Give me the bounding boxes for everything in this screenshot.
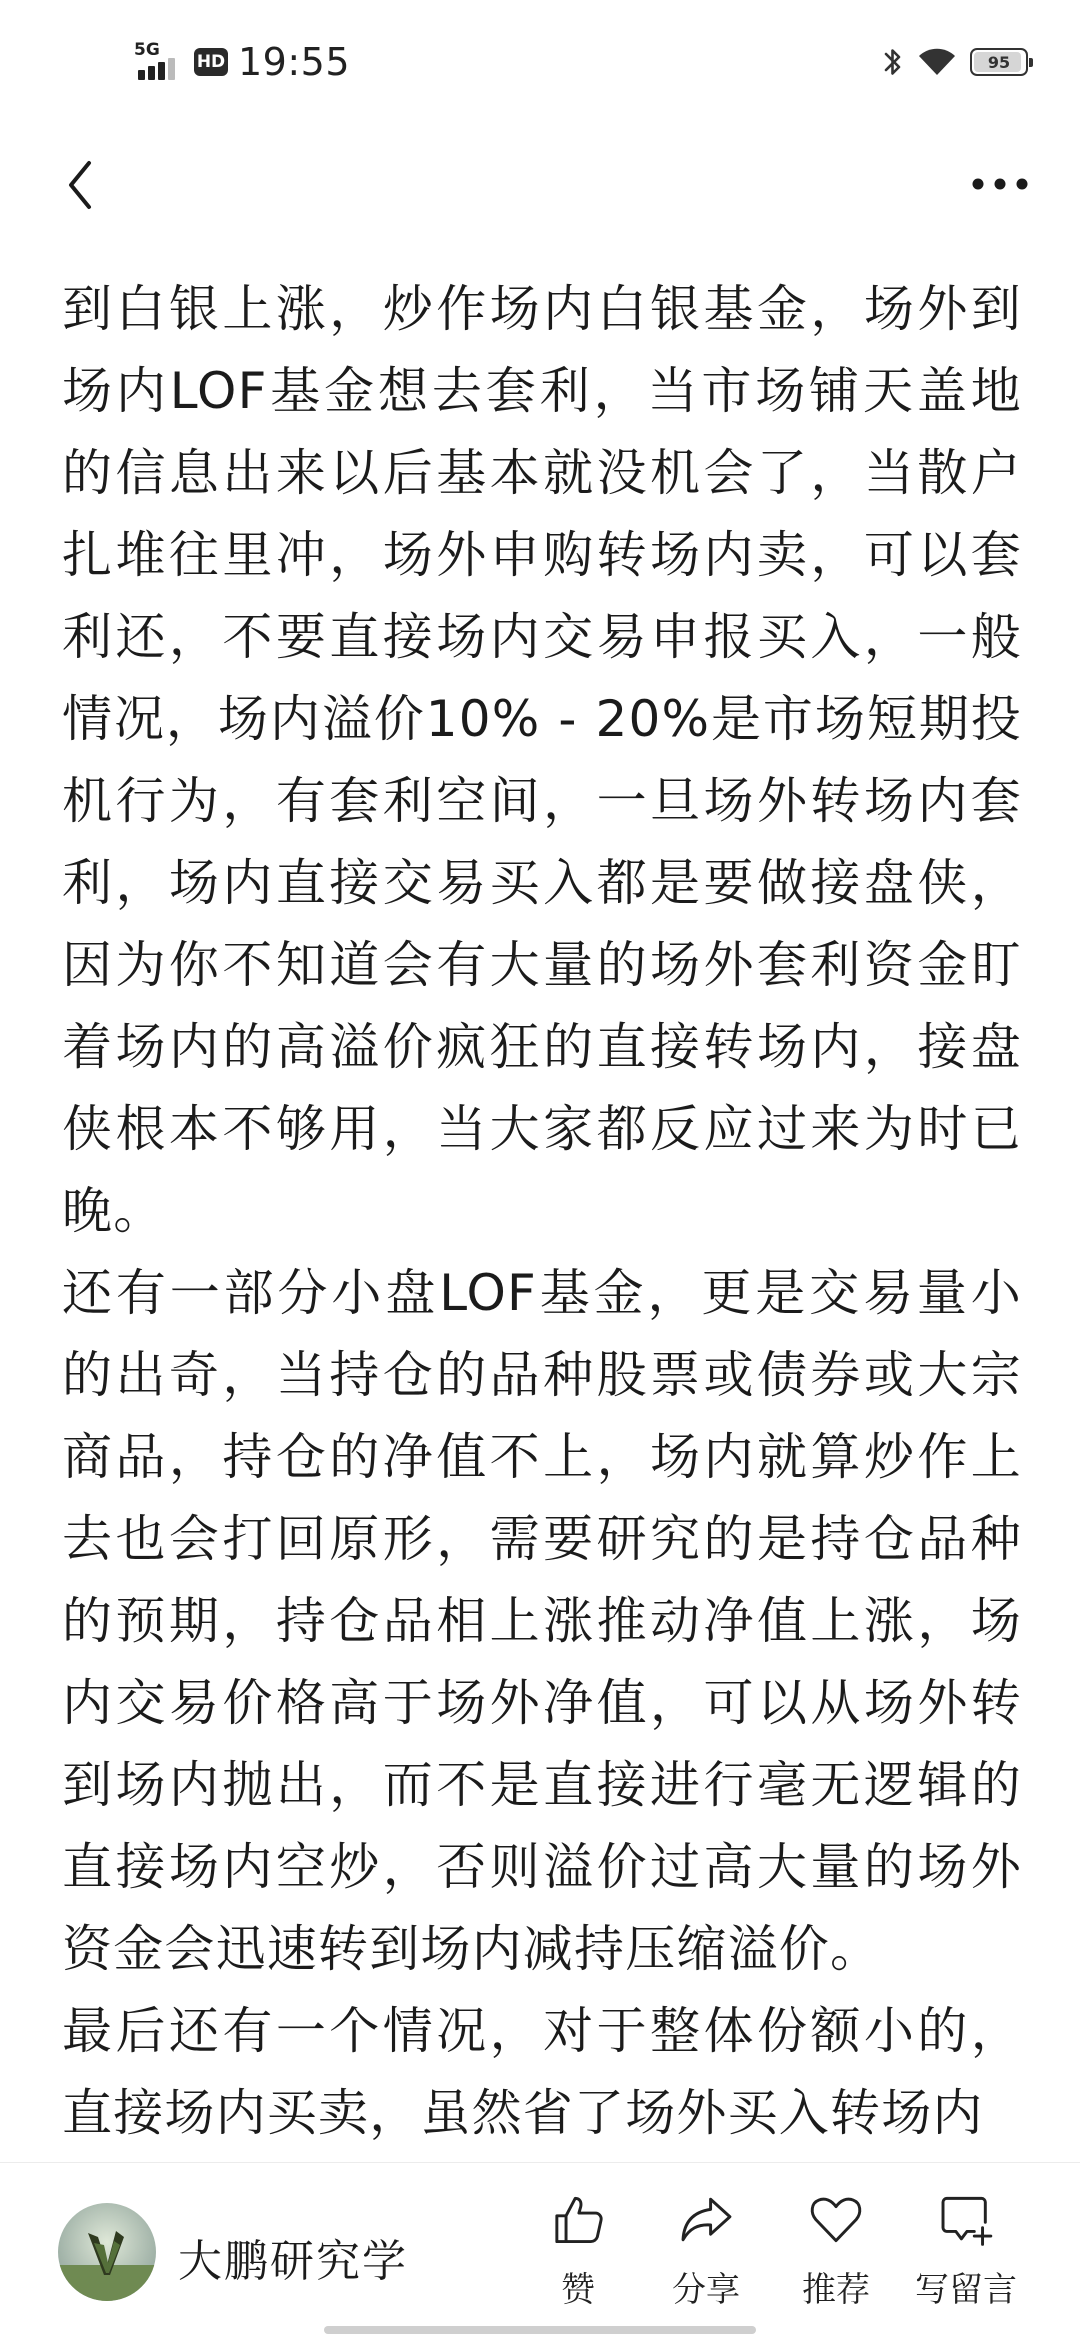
article-paragraph: 还有一部分小盘LOF基金，更是交易量小的出奇，当持仓的品种股票或债券或大宗商品，持仓的净值不上，场内就算炒作上去也会打回原形，需要研究的是持仓品种的预期，持仓品相上涨推动净值上涨，场内交易价格高于场外净值，可以从场外转到场内抛出，而不是直接进行毫无逻辑的直接场内空炒，否则溢价过高大量的场外资金会迅速转到场内减持压缩溢价。 [62,1264,1022,1978]
recommend-label: 推荐 [802,2270,870,2310]
author-name[interactable]: 大鹏研究学 [178,2236,408,2287]
wifi-icon [918,47,956,77]
chevron-left-icon [65,159,95,211]
comment-button[interactable] [906,2191,1026,2311]
more-button[interactable] [960,156,1040,212]
share-icon [675,2191,737,2248]
network-type: 5G [134,40,160,60]
thumbs-up-icon [547,2191,609,2248]
back-button[interactable] [50,150,110,220]
author-avatar[interactable] [58,2203,156,2301]
more-horizontal-icon [970,176,1030,192]
share-label: 分享 [672,2270,740,2310]
article-paragraph: 最后还有一个情况，对于整体份额小的，直接场内买卖，虽然省了场外买入转场内 [62,2002,1022,2142]
article-paragraph: 到白银上涨，炒作场内白银基金，场外到场内LOF基金想去套利，当市场铺天盖地的信息出来以后基本就没机会了，当散户扎堆往里冲，场外申购转场内卖，可以套利还，不要直接场内交易申报买入，一般情况，场内溢价10% - 20%是市场短期投机行为，有套利空间，一旦场外转场内套利，场内直接交易买入都是要做接盘侠，因为你不知道会有大量的场外套利资金盯着场内的高溢价疯狂的直接转场内，接盘侠根本不够用，当大家都反应过来为时已晚。 [62,280,1022,1240]
status-left [132,36,350,88]
signal-icon [132,40,184,84]
clock: 19:55 [238,40,351,84]
comment-label: 写留言 [915,2270,1017,2310]
battery-icon [970,48,1028,76]
comment-icon [935,2191,997,2248]
battery-level: 95 [987,52,1011,72]
bottom-bar [0,2162,1080,2341]
status-bar [0,0,1080,120]
like-label: 赞 [561,2270,595,2310]
bluetooth-icon [882,45,904,79]
article-body [62,268,1022,2164]
status-right [882,40,1028,84]
home-indicator[interactable] [324,2326,756,2334]
hd-badge: HD [194,48,228,76]
share-button[interactable] [646,2191,766,2311]
heart-icon [805,2191,867,2248]
like-button[interactable] [518,2191,638,2311]
recommend-button[interactable] [776,2191,896,2311]
